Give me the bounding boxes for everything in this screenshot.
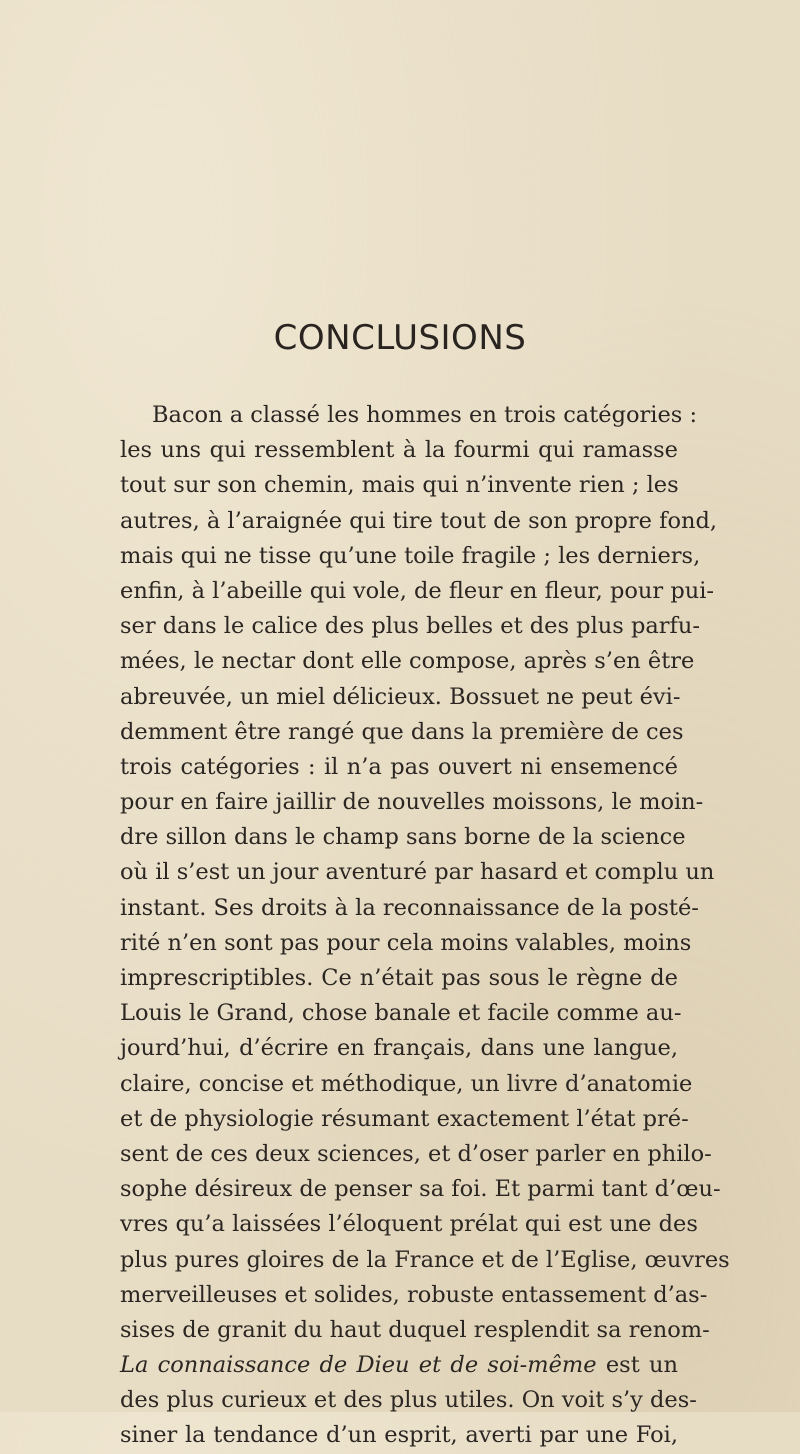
text-line: où il s’est un jour aventuré par hasard et complu un <box>120 859 715 886</box>
text-line: imprescriptibles. Ce n’était pas sous le règne de <box>120 965 678 991</box>
text-line: merveilleuses et solides, robuste entassement d’as- <box>120 1281 708 1308</box>
text-line: sent de ces deux sciences, et d’oser parler en philo- <box>120 1140 712 1167</box>
text-line: Bacon a classé les hommes en trois catégories : <box>152 402 698 428</box>
text-line: instant. Ses droits à la reconnaissance de la posté- <box>120 894 699 921</box>
text-line: des plus curieux et des plus utiles. On voit s’y des- <box>120 1387 697 1414</box>
text-line: rité n’en sont pas pour cela moins valables, moins <box>120 929 692 956</box>
text-line: siner la tendance d’un esprit, averti par une Foi, <box>120 1422 678 1449</box>
text-line: et de physiologie résumant exactement l’état pré- <box>120 1105 689 1132</box>
text-line-with-title <box>120 1348 678 1383</box>
text-line: abreuvée, un miel délicieux. Bossuet ne peut évi- <box>120 683 681 710</box>
text-line: enfin, à l’abeille qui vole, de fleur en fleur, pour pui- <box>120 577 715 604</box>
text-line: sises de granit du haut duquel resplendit sa renom- <box>120 1316 710 1343</box>
body-paragraph <box>120 398 730 1454</box>
text-line: vres qu’a laissées l’éloquent prélat qui est une des <box>120 1211 698 1238</box>
text-line: ser dans le calice des plus belles et des plus parfu- <box>120 613 700 640</box>
chapter-title: CONCLUSIONS <box>273 318 527 358</box>
text-line: claire, concise et méthodique, un livre d’anatomie <box>120 1070 693 1097</box>
text-line: trois catégories : il n’a pas ouvert ni ensemencé <box>120 753 678 780</box>
book-title-italic: La connaissance de Dieu et de soi-même <box>120 1352 597 1379</box>
text-fragment: est un <box>596 1352 678 1379</box>
text-line: les uns qui ressemblent à la fourmi qui ramasse <box>120 437 678 464</box>
text-line: autres, à l’araignée qui tire tout de son propre fond, <box>120 507 718 534</box>
text-line: sophe désireux de penser sa foi. Et parmi tant d’œu- <box>120 1176 721 1203</box>
text-line: pour en faire jaillir de nouvelles moissons, le moin- <box>120 789 704 816</box>
text-line: dre sillon dans le champ sans borne de la science <box>120 824 686 851</box>
text-line: Louis le Grand, chose banale et facile comme au- <box>120 1000 682 1027</box>
text-line: mées, le nectar dont elle compose, après s’en être <box>120 648 695 675</box>
text-line: mais qui ne tisse qu’une toile fragile ; les derniers, <box>120 542 701 569</box>
text-line: jourd’hui, d’écrire en français, dans une langue, <box>120 1035 678 1062</box>
text-line: tout sur son chemin, mais qui n’invente rien ; les <box>120 472 679 499</box>
text-line: plus pures gloires de la France et de l’Eglise, œuvres <box>120 1246 730 1273</box>
text-line: demment être rangé que dans la première de ces <box>120 718 684 745</box>
